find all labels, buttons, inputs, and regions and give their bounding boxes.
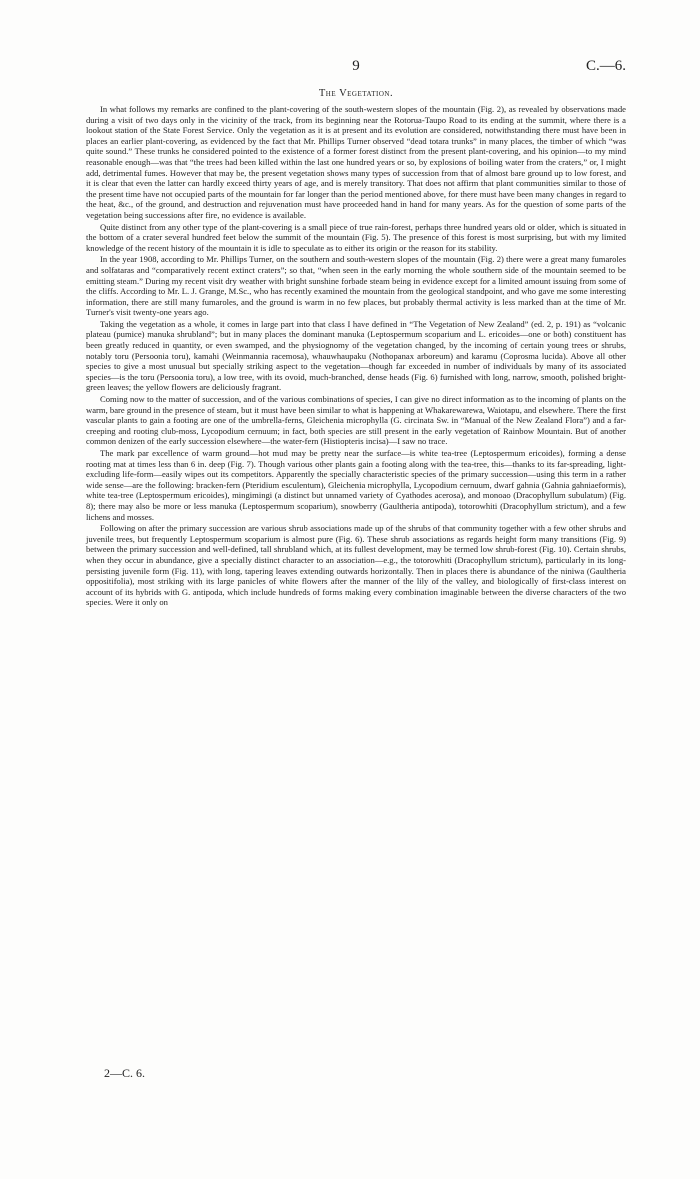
body-text xyxy=(86,104,626,608)
page-number: 9 xyxy=(352,58,360,74)
page-header xyxy=(86,58,626,74)
section-title: The Vegetation. xyxy=(318,88,394,99)
paragraph: The mark par excellence of warm ground—hot mud may be pretty near the surface—is white tea-tree (Leptospermum ericoides), forming a dense rooting mat at times less than 6 in. deep (Fig. 7). Though various other plants gain a footing along with the tea-tree, this—thanks to its far-spreading, light-excluding life-form—easily wipes out its competitors. Apparently the specially characteristic species of the primary succession—using this term in a rather wide sense—are the following: bracken-fern (Pteridium esculentum), Gleichenia microphylla, Lycopodium cernuum, dwarf gahnia (Gahnia gahniaeformis), white tea-tree (Leptospermum ericoides), mingimingi (a distinct but unnamed variety of Cyathodes acerosa), and monoao (Dracophyllum subulatum) (Fig. 8); there may also be more or less manuka (Leptospermum scoparium), snowberry (Gaultheria antipoda), totorowhiti (Dracophyllum strictum), and a few lichens and mosses. xyxy=(86,448,626,522)
paragraph: Following on after the primary succession are various shrub associations made up of the shrubs of that community together with a few other shrubs and juvenile trees, but frequently Leptospermum scoparium is almost pure (Fig. 6). These shrub associations as regards height form many transitions (Fig. 9) between the primary succession and well-defined, tall shrubland which, at its fullest development, may be termed low shrub-forest (Fig. 10). Certain shrubs, when they occur in abundance, give a specially distinct character to an association—e.g., the totorowhiti (Dracophyllum strictum), particularly in its long-persisting juvenile form (Fig. 11), with long, tapering leaves extending outwards horizontally. Then in places there is abundance of the niniwa (Gaultheria oppositifolia), most striking with its large panicles of white flowers after the manner of the lily of the valley, and biologically of first-class interest on account of its hybrids with G. antipoda, which include hundreds of forms making every combination imaginable between the diverse characters of the two species. Were it only on xyxy=(86,523,626,608)
paragraph: In the year 1908, according to Mr. Phillips Turner, on the southern and south-western slopes of the mountain (Fig. 2) there were a great many fumaroles and solfataras and “comparatively recent extinct craters”; so that, “when seen in the early morning the whole southern side of the mountain seemed to be emitting steam.” During my recent visit dry weather with bright sunshine forbade steam being in evidence except for a limited amount issuing from some of the cliffs. According to Mr. L. J. Grange, M.Sc., who has recently examined the mountain from the geological standpoint, and who gave me some interesting information, there are still many fumaroles, and the ground is warm in no few places, but probably thermal activity is less marked than at the time of Mr. Turner's visit twenty-one years ago. xyxy=(86,254,626,318)
paragraph: Quite distinct from any other type of the plant-covering is a small piece of true rain-forest, perhaps three hundred years old or older, which is situated in the bottom of a crater several hundred feet below the summit of the mountain (Fig. 5). The presence of this forest is most surprising, but with my limited knowledge of the recent history of the mountain it is idle to speculate as to either its origin or the reason for its stability. xyxy=(86,221,626,253)
paragraph: In what follows my remarks are confined to the plant-covering of the south-western slopes of the mountain (Fig. 2), as revealed by observations made during a visit of two days only in the vicinity of the track, from its beginning near the Rotorua-Taupo Road to its ending at the summit, where there is a lookout station of the State Forest Service. Only the vegetation as it is at present and its evolution are considered, notwithstanding there must have been in places an earlier plant-covering, as evidenced by the fact that Mr. Phillips Turner observed “dead totara trunks” in many places, the timber of which “was quite sound.” These trunks he considered pointed to the existence of a former forest distinct from the present plant-covering, and his opinion—to my mind reasonable enough—was that “the trees had been killed within the last one hundred years or so, by explosions of boiling water from the craters,” or, I might add, detrimental fumes. However that may be, the present vegetation shows many types of succession from that of almost bare ground up to low forest, and it is clear that even the latter can hardly exceed thirty years of age, and is merely transitory. That does not affirm that plant communities similar to those of the present time have not occupied parts of the mountain for far longer than the period mentioned above, for there must have been many changes in regard to the heat, &c., of the ground, and destruction and rejuvenation must have proceeded hand in hand for many years. As for the question of some parts of the vegetation being successions after fire, no evidence is available. xyxy=(86,104,626,220)
paragraph: Taking the vegetation as a whole, it comes in large part into that class I have defined in “The Vegetation of New Zealand” (ed. 2, p. 191) as “volcanic plateau (pumice) manuka shrubland”; but in many places the dominant manuka (Leptospermum scoparium and L. ericoides—one or both) constituent has been greatly reduced in quantity, or even swamped, and the physiognomy of the vegetation changed, by the incoming of certain young trees or shrubs, notably toru (Persoonia toru), kamahi (Weinmannia racemosa), whauwhaupaku (Nothopanax arboreum) and karamu (Coprosma lucida). Above all other species to give a most unusual but specially striking aspect to the vegetation—though far exceeded in number of individuals by many of its associated species—is the toru (Persoonia toru), a low tree, with its ovoid, much-branched, dense heads (Fig. 6) furnished with long, narrow, smooth, polished bright-green leaves; the yellow flowers are deliciously fragrant. xyxy=(86,318,626,393)
signature-mark: 2—C. 6. xyxy=(104,1066,146,1080)
document-reference: C.—6. xyxy=(585,58,626,74)
paragraph: Coming now to the matter of succession, and of the various combinations of species, I can give no direct information as to the incoming of plants on the warm, bare ground in the presence of steam, but it must have been similar to what is happening at Whakarewarewa, Waiotapu, and elsewhere. There the first vascular plants to gain a footing are one of the umbrella-ferns, Gleichenia microphylla (G. circinata Sw. in “Manual of the New Zealand Flora”) and a far-creeping and rooting club-moss, Lycopodium cernuum; in fact, both species are still present in the early vegetation of Rainbow Mountain. But of another common denizen of the early succession elsewhere—the water-fern (Histiopteris incisa)—I saw no trace. xyxy=(86,394,626,447)
